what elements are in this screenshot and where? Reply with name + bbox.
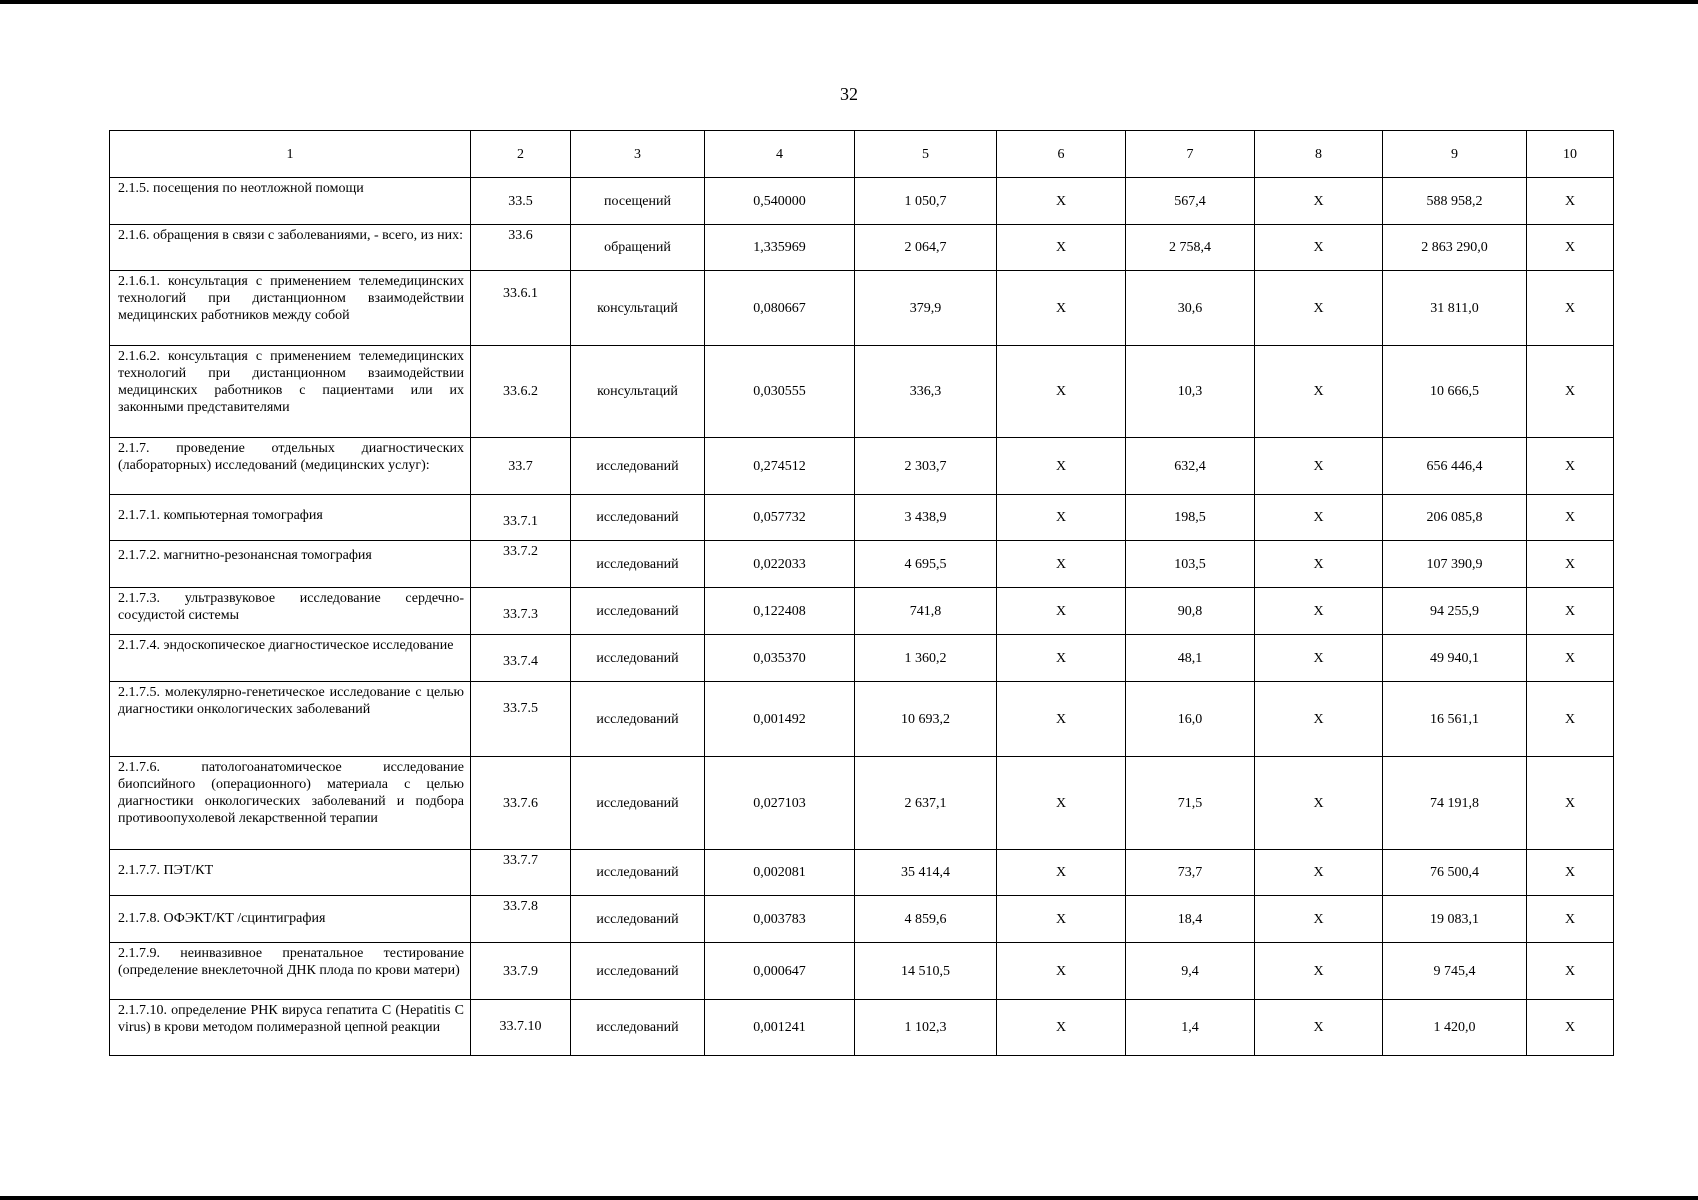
cell-col8: X: [1255, 495, 1383, 541]
column-header: 10: [1527, 131, 1614, 178]
cell-col4: 0,002081: [705, 850, 855, 896]
cell-col5: 336,3: [855, 346, 997, 438]
cell-col6: X: [997, 271, 1126, 346]
cell-col9: 19 083,1: [1383, 896, 1527, 943]
cell-col8: X: [1255, 541, 1383, 588]
row-name: 2.1.5. посещения по неотложной помощи: [110, 178, 471, 225]
cell-col8: X: [1255, 896, 1383, 943]
cell-col4: 0,122408: [705, 588, 855, 635]
row-unit: исследований: [571, 541, 705, 588]
row-name: 2.1.7. проведение отдельных диагностических (лабораторных) исследований (медицинских услуг):: [110, 438, 471, 495]
cell-col9: 76 500,4: [1383, 850, 1527, 896]
column-header: 8: [1255, 131, 1383, 178]
cell-col6: X: [997, 541, 1126, 588]
row-unit: исследований: [571, 1000, 705, 1056]
table-row: [110, 271, 1614, 346]
cell-col5: 4 859,6: [855, 896, 997, 943]
table-body: [110, 131, 1614, 1056]
cell-col6: X: [997, 1000, 1126, 1056]
column-header: 4: [705, 131, 855, 178]
row-code: 33.7.4: [471, 635, 571, 682]
cell-col4: 0,030555: [705, 346, 855, 438]
cell-col5: 741,8: [855, 588, 997, 635]
cell-col8: X: [1255, 682, 1383, 757]
row-unit: исследований: [571, 757, 705, 850]
cell-col7: 10,3: [1126, 346, 1255, 438]
row-code: 33.7.7: [471, 850, 571, 896]
row-code: 33.7.6: [471, 757, 571, 850]
row-unit: исследований: [571, 635, 705, 682]
cell-col9: 49 940,1: [1383, 635, 1527, 682]
table-row: [110, 896, 1614, 943]
cell-col9: 9 745,4: [1383, 943, 1527, 1000]
row-unit: исследований: [571, 588, 705, 635]
cell-col4: 0,057732: [705, 495, 855, 541]
cell-col6: X: [997, 225, 1126, 271]
cell-col10: X: [1527, 943, 1614, 1000]
row-name: 2.1.7.1. компьютерная томография: [110, 495, 471, 541]
cell-col9: 656 446,4: [1383, 438, 1527, 495]
cell-col10: X: [1527, 271, 1614, 346]
table-row: [110, 438, 1614, 495]
cell-col7: 9,4: [1126, 943, 1255, 1000]
row-name: 2.1.7.3. ультразвуковое исследование сердечно-сосудистой системы: [110, 588, 471, 635]
cell-col7: 103,5: [1126, 541, 1255, 588]
table-row: [110, 635, 1614, 682]
cell-col9: 1 420,0: [1383, 1000, 1527, 1056]
row-name: 2.1.7.10. определение РНК вируса гепатита С (Hepatitis C virus) в крови методом полимеразной цепной реакции: [110, 1000, 471, 1056]
cell-col5: 2 637,1: [855, 757, 997, 850]
header-row: [110, 131, 1614, 178]
table-row: [110, 495, 1614, 541]
cell-col5: 3 438,9: [855, 495, 997, 541]
row-code: 33.7.8: [471, 896, 571, 943]
cell-col6: X: [997, 682, 1126, 757]
cell-col6: X: [997, 635, 1126, 682]
cell-col6: X: [997, 178, 1126, 225]
cell-col4: 0,035370: [705, 635, 855, 682]
table-row: [110, 943, 1614, 1000]
cell-col7: 30,6: [1126, 271, 1255, 346]
cell-col6: X: [997, 943, 1126, 1000]
row-name: 2.1.7.6. патологоанатомическое исследование биопсийного (операционного) материала с целью диагностики онкологических заболеваний и подбора противоопухолевой лекарственной терапии: [110, 757, 471, 850]
cell-col5: 379,9: [855, 271, 997, 346]
row-name: 2.1.7.4. эндоскопическое диагностическое исследование: [110, 635, 471, 682]
data-table: [109, 130, 1614, 1056]
cell-col7: 2 758,4: [1126, 225, 1255, 271]
table-row: [110, 541, 1614, 588]
row-code: 33.7.10: [471, 1000, 571, 1056]
cell-col7: 632,4: [1126, 438, 1255, 495]
cell-col7: 567,4: [1126, 178, 1255, 225]
cell-col7: 1,4: [1126, 1000, 1255, 1056]
page-number: 32: [840, 84, 858, 104]
column-header: 7: [1126, 131, 1255, 178]
row-code: 33.7.5: [471, 682, 571, 757]
cell-col7: 71,5: [1126, 757, 1255, 850]
cell-col9: 107 390,9: [1383, 541, 1527, 588]
scan-bottom-border: [0, 1196, 1698, 1200]
cell-col10: X: [1527, 438, 1614, 495]
row-name: 2.1.7.5. молекулярно-генетическое исследование с целью диагностики онкологических заболеваний: [110, 682, 471, 757]
cell-col7: 73,7: [1126, 850, 1255, 896]
table-row: [110, 757, 1614, 850]
cell-col9: 94 255,9: [1383, 588, 1527, 635]
row-unit: консультаций: [571, 346, 705, 438]
row-code: 33.7.1: [471, 495, 571, 541]
row-name: 2.1.6. обращения в связи с заболеваниями, - всего, из них:: [110, 225, 471, 271]
row-code: 33.6: [471, 225, 571, 271]
column-header: 2: [471, 131, 571, 178]
row-unit: исследований: [571, 495, 705, 541]
cell-col8: X: [1255, 635, 1383, 682]
cell-col8: X: [1255, 178, 1383, 225]
cell-col9: 588 958,2: [1383, 178, 1527, 225]
column-header: 5: [855, 131, 997, 178]
cell-col6: X: [997, 588, 1126, 635]
cell-col8: X: [1255, 438, 1383, 495]
row-unit: посещений: [571, 178, 705, 225]
row-code: 33.7.9: [471, 943, 571, 1000]
cell-col8: X: [1255, 271, 1383, 346]
cell-col5: 2 064,7: [855, 225, 997, 271]
cell-col6: X: [997, 896, 1126, 943]
cell-col9: 10 666,5: [1383, 346, 1527, 438]
row-unit: консультаций: [571, 271, 705, 346]
cell-col9: 206 085,8: [1383, 495, 1527, 541]
cell-col10: X: [1527, 495, 1614, 541]
cell-col4: 0,027103: [705, 757, 855, 850]
row-name: 2.1.7.9. неинвазивное пренатальное тестирование (определение внеклеточной ДНК плода по крови матери): [110, 943, 471, 1000]
cell-col5: 1 050,7: [855, 178, 997, 225]
column-header: 6: [997, 131, 1126, 178]
cell-col8: X: [1255, 588, 1383, 635]
cell-col10: X: [1527, 588, 1614, 635]
cell-col5: 2 303,7: [855, 438, 997, 495]
row-name: 2.1.7.8. ОФЭКТ/КТ /сцинтиграфия: [110, 896, 471, 943]
cell-col6: X: [997, 757, 1126, 850]
cell-col4: 0,274512: [705, 438, 855, 495]
cell-col10: X: [1527, 757, 1614, 850]
cell-col9: 74 191,8: [1383, 757, 1527, 850]
row-name: 2.1.7.7. ПЭТ/КТ: [110, 850, 471, 896]
cell-col10: X: [1527, 541, 1614, 588]
cell-col7: 18,4: [1126, 896, 1255, 943]
row-code: 33.6.1: [471, 271, 571, 346]
row-name: 2.1.6.2. консультация с применением телемедицинских технологий при дистанционном взаимодействии медицинских работников с пациентами или их законными представителями: [110, 346, 471, 438]
cell-col7: 198,5: [1126, 495, 1255, 541]
cell-col4: 1,335969: [705, 225, 855, 271]
row-unit: исследований: [571, 896, 705, 943]
cell-col10: X: [1527, 1000, 1614, 1056]
cell-col4: 0,000647: [705, 943, 855, 1000]
cell-col10: X: [1527, 896, 1614, 943]
cell-col6: X: [997, 850, 1126, 896]
cell-col7: 16,0: [1126, 682, 1255, 757]
cell-col10: X: [1527, 682, 1614, 757]
column-header: 9: [1383, 131, 1527, 178]
cell-col8: X: [1255, 1000, 1383, 1056]
cell-col8: X: [1255, 850, 1383, 896]
cell-col4: 0,001241: [705, 1000, 855, 1056]
cell-col6: X: [997, 346, 1126, 438]
cell-col5: 1 102,3: [855, 1000, 997, 1056]
scan-top-border: [0, 0, 1698, 4]
cell-col8: X: [1255, 943, 1383, 1000]
cell-col8: X: [1255, 346, 1383, 438]
cell-col6: X: [997, 438, 1126, 495]
row-code: 33.7: [471, 438, 571, 495]
row-code: 33.7.3: [471, 588, 571, 635]
row-code: 33.5: [471, 178, 571, 225]
cell-col10: X: [1527, 225, 1614, 271]
column-header: 1: [110, 131, 471, 178]
table-row: [110, 346, 1614, 438]
cell-col6: X: [997, 495, 1126, 541]
column-header: 3: [571, 131, 705, 178]
cell-col9: 31 811,0: [1383, 271, 1527, 346]
row-unit: исследований: [571, 943, 705, 1000]
cell-col4: 0,022033: [705, 541, 855, 588]
cell-col5: 10 693,2: [855, 682, 997, 757]
cell-col4: 0,080667: [705, 271, 855, 346]
table-row: [110, 178, 1614, 225]
row-name: 2.1.7.2. магнитно-резонансная томография: [110, 541, 471, 588]
cell-col4: 0,003783: [705, 896, 855, 943]
row-unit: исследований: [571, 682, 705, 757]
row-unit: исследований: [571, 438, 705, 495]
table-row: [110, 682, 1614, 757]
cell-col9: 2 863 290,0: [1383, 225, 1527, 271]
row-unit: обращений: [571, 225, 705, 271]
row-name: 2.1.6.1. консультация с применением телемедицинских технологий при дистанционном взаимодействии медицинских работников между собой: [110, 271, 471, 346]
cell-col10: X: [1527, 178, 1614, 225]
cell-col10: X: [1527, 346, 1614, 438]
cell-col4: 0,001492: [705, 682, 855, 757]
row-code: 33.6.2: [471, 346, 571, 438]
table-row: [110, 225, 1614, 271]
cell-col5: 4 695,5: [855, 541, 997, 588]
table-row: [110, 850, 1614, 896]
cell-col7: 90,8: [1126, 588, 1255, 635]
table-row: [110, 1000, 1614, 1056]
cell-col10: X: [1527, 850, 1614, 896]
table-row: [110, 588, 1614, 635]
cell-col4: 0,540000: [705, 178, 855, 225]
cell-col5: 35 414,4: [855, 850, 997, 896]
cell-col10: X: [1527, 635, 1614, 682]
cell-col8: X: [1255, 757, 1383, 850]
cell-col9: 16 561,1: [1383, 682, 1527, 757]
cell-col5: 14 510,5: [855, 943, 997, 1000]
cell-col8: X: [1255, 225, 1383, 271]
cell-col5: 1 360,2: [855, 635, 997, 682]
row-unit: исследований: [571, 850, 705, 896]
row-code: 33.7.2: [471, 541, 571, 588]
cell-col7: 48,1: [1126, 635, 1255, 682]
